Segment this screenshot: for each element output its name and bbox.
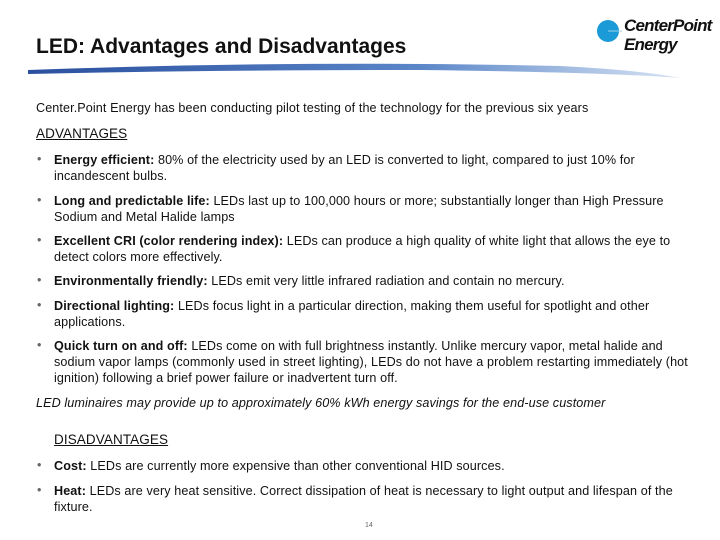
item-text: LEDs focus light in a particular direction, making them useful for spotlight and other applications. [54, 299, 650, 329]
item-term: Directional lighting: [54, 299, 175, 313]
intro-text: Center.Point Energy has been conducting pilot testing of the technology for the previous six years [36, 101, 589, 115]
item-term: Environmentally friendly: [54, 274, 208, 288]
bullet-icon: • [37, 338, 42, 352]
list-item [54, 233, 694, 265]
bullet-icon: • [37, 298, 42, 312]
bullet-icon: • [37, 483, 42, 497]
advantages-heading: ADVANTAGES [36, 126, 128, 141]
list-item [54, 298, 694, 330]
bullet-icon: • [37, 273, 42, 287]
list-item [54, 458, 694, 474]
item-text: LEDs can produce a high quality of white light that allows the eye to detect colors more effectively. [54, 234, 671, 264]
list-item [54, 338, 694, 386]
page-title: LED: Advantages and Disadvantages [36, 35, 407, 58]
list-item [54, 273, 694, 289]
logo-circle-icon [596, 18, 622, 44]
savings-note: LED luminaires may provide up to approximately 60% kWh energy savings for the end-use customer [36, 396, 606, 410]
list-item [54, 152, 694, 184]
item-term: Excellent CRI (color rendering index): [54, 234, 284, 248]
item-term: Long and predictable life: [54, 194, 210, 208]
item-text: LEDs are very heat sensitive. Correct dissipation of heat is necessary to light output and lifespan of the fixture. [54, 484, 673, 514]
item-text: LEDs are currently more expensive than other conventional HID sources. [86, 459, 505, 473]
page-number: 14 [365, 522, 373, 529]
bullet-icon: • [37, 193, 42, 207]
bullet-icon: • [37, 152, 42, 166]
bullet-icon: • [37, 458, 42, 472]
bullet-icon: • [37, 233, 42, 247]
item-term: Quick turn on and off: [54, 339, 188, 353]
item-term: Cost: [54, 459, 87, 473]
item-text: LEDs emit very little infrared radiation and contain no mercury. [207, 274, 565, 288]
item-text: 80% of the electricity used by an LED is converted to light, compared to just 10% for incandescent bulbs. [54, 153, 635, 183]
item-text: LEDs come on with full brightness instantly. Unlike mercury vapor, metal halide and sodium vapor lamps (commonly used in street lighting), LEDs do not have a problem restarting immediately (hot ignition) following a brief power failure or inadvertent turn off. [54, 339, 688, 385]
company-logo [624, 16, 712, 54]
disadvantages-heading: DISADVANTAGES [54, 432, 169, 447]
logo-line2: Energy [624, 35, 677, 54]
list-item [54, 483, 694, 515]
logo-line1: CenterPoint [624, 16, 712, 35]
item-text: LEDs last up to 100,000 hours or more; substantially longer than High Pressure Sodium and Metal Halide lamps [54, 194, 664, 224]
item-term: Heat: [54, 484, 86, 498]
list-item [54, 193, 694, 225]
item-term: Energy efficient: [54, 153, 155, 167]
